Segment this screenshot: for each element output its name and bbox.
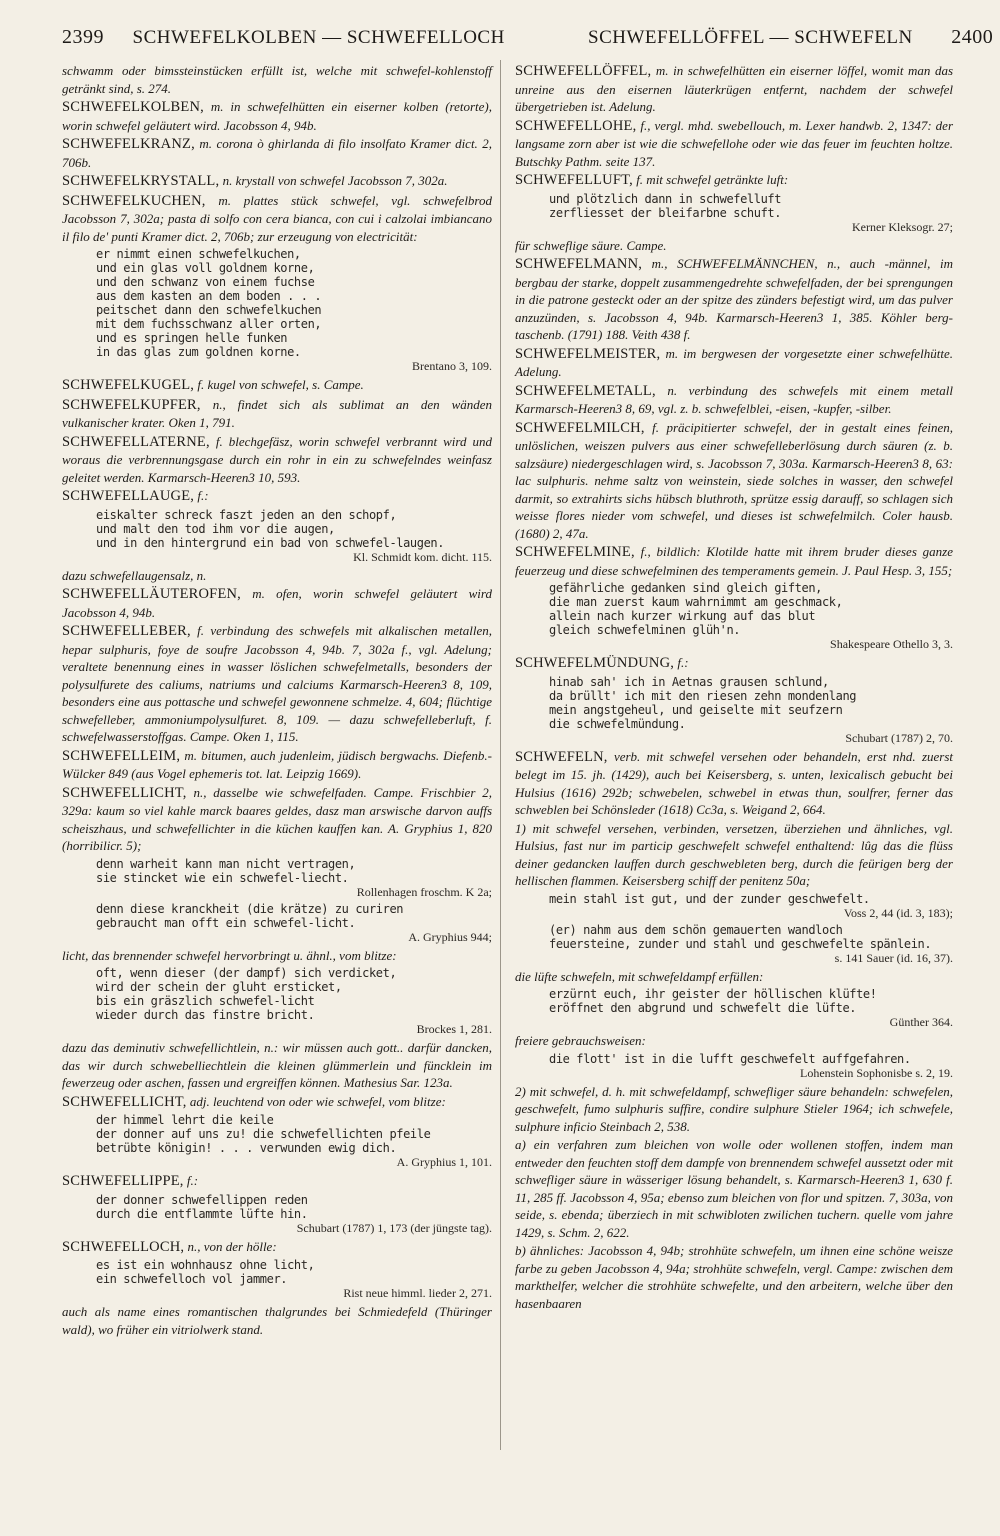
quotation-source: A. Gryphius 1, 101. [396,1155,492,1169]
quotation [549,892,953,920]
entry-text: n. verbindung des schwefels mit einem metall Karmarsch-Heeren3 8, 69, vgl. z. b. schwefelblei, -eisen, -kupfer, -silber. [515,382,953,416]
quotation-source: Lohenstein Sophonisbe s. 2, 19. [800,1065,953,1080]
quotation-text: eiskalter schreck faszt jeden an den schopf, und malt den tod ihm vor die augen, und in den hintergrund ein bad von schwefel-laugen. [96,507,445,550]
entry-text: freiere gebrauchsweisen: [515,1033,646,1048]
entry-text: m. corona ò ghirlanda di filo insolfato Kramer dict. 2, 706b. [62,136,493,170]
entry-headword: SCHWEFELLÖFFEL, [515,63,652,79]
entry-headword: SCHWEFELLAUGE, [62,488,195,504]
quotation-source: Rollenhagen froschm. K 2a; [356,884,492,899]
dictionary-entry [515,62,953,116]
dictionary-entry [515,654,953,673]
quotation-text: denn diese kranckheit (die krätze) zu curiren gebraucht man offt ein schwefel-licht. [96,901,404,930]
entry-text: f.: [677,655,689,670]
entry-text: m. plattes stück schwefel, vgl. schwefelbrod Jacobsson 7, 302a; pasta di solfo con cera bianca, con cui i calzolai imbiancano il filo de' punti Kramer dict. 2, 706b; zur erzeugung von electricität: [62,192,493,244]
dictionary-entry [62,192,492,246]
entry-text: n. krystall von schwefel Jacobsson 7, 302a. [222,173,448,188]
quotation-source: Rist neue himml. lieder 2, 271. [343,1286,492,1300]
entry-headword: SCHWEFELKRYSTALL, [62,173,220,189]
entry-headword: SCHWEFELLICHT, [62,1093,187,1110]
dictionary-entry [62,1303,492,1338]
quotation [96,247,492,373]
quotation [549,987,953,1029]
entry-headword: SCHWEFELLUFT, [515,172,633,188]
quotation [96,902,492,944]
dictionary-entry [62,1238,492,1257]
dictionary-entry [515,255,953,344]
entry-text: 2) mit schwefel, d. h. mit schwefeldampf, schwefliger säure behandeln: schwefelen, geschwefelt, fumo sulphuris suffire, condire sulphure Stieler 1964; ich schwefele, sulphure inficio Steinbach 2, 538. [515,1083,953,1134]
dictionary-entry [515,1083,953,1136]
entry-headword: SCHWEFELKUCHEN, [62,192,206,209]
entry-text: a) ein verfahren zum bleichen von wolle oder wollenen stoffen, indem man entweder den feuchten stoff dem dampfe von brennendem schwefel aussetzt oder mit schwefliger säure in wässeriger lösung behandelt, s. Karmarsch-Heeren3 1, 630 f. 11, 285 ff. Jacobsson 4, 95a; ebenso zum bleichen von flor und spitzen. 7, 303a, von seide, s. ebenda; überziech in mit schwibloten zwilichen tuchern. quelle vom jahre 1429, s. Schm. 2, 622. [515,1137,953,1240]
entry-text: f. verbindung des schwefels mit alkalischen metallen, hepar sulphuris, foye de soufre Jacobsson 4, 94b. 7, 302a f., vgl. Adelung; veraltete benennung eines in wasser löslichen schwefelmetalls, besonders der polysulfurete des caliums, natriums und calciums Karmarsch-Heeren3 8, 109, besonders eine aus pottasche und schwefel gewonnene schmelze. 4, 604; flüchtige schwefelleber, ammoniumpolysulfuret. 8, 109. — dazu schwefelleberluft, f. schwefelwasserstoffgas. Campe. Oken 1, 115. [62,623,492,744]
left-page-header [62,26,505,49]
entry-headword: SCHWEFELLEIM, [62,747,181,764]
entry-text: f.: [197,488,209,503]
entry-headword: SCHWEFELLICHT, [62,784,187,801]
quotation-source: Kl. Schmidt kom. dicht. 115. [353,549,492,564]
dictionary-entry [62,433,492,487]
entry-text: dazu schwefellaugensalz, n. [62,567,207,583]
entry-headword: SCHWEFELN, [515,748,608,765]
dictionary-entry [515,1032,953,1050]
entry-headword: SCHWEFELMINE, [515,544,635,560]
entry-text: f. kugel von schwefel, s. Campe. [197,377,364,392]
entry-text: licht, das brennender schwefel hervorbringt u. ähnl., vom blitze: [62,947,397,963]
quotation-source: A. Gryphius 944; [408,929,492,944]
entry-text: m., SCHWEFELMÄNNCHEN, n., auch -männel, im bergbau der starke, doppelt zusammengedrehte schwefelfaden, der bei sprengungen in die patrone gesteckt oder an der spitze des zünders befestigt wird, um das pulver anzuzünden, s. Jacobsson 4, 94b. Karmarsch-Heeren3 1, 385. Köhler berg-taschenb. (1791) 188. Veith 438 f. [515,256,953,342]
quotation [96,1193,492,1235]
entry-text: n., findet sich als sublimat an den wänden vulkanischer krater. Oken 1, 791. [62,396,493,430]
quotation-text: und plötzlich dann in schwefelluft zerfliesset der bleifarbne schuft. [549,191,782,220]
dictionary-entry [515,1136,953,1241]
quotation-source: s. 141 Sauer (id. 16, 37). [834,950,953,965]
dictionary-entry [515,237,953,255]
entry-text: m. in schwefelhütten ein eiserner kolben (retorte), worin schwefel geläutert wird. Jacobsson 4, 94b. [62,99,493,133]
quotation-source: Kerner Kleksogr. 27; [852,219,953,234]
dictionary-entry [62,622,492,746]
quotation-text: oft, wenn dieser (der dampf) sich verdicket, wird der schein der gluht ersticket, bis ein gräszlich schwefel-licht wieder durch das finstre bricht. [96,966,397,1022]
quotation-source: Shakespeare Othello 3, 3. [830,637,953,651]
entry-headword: SCHWEFELLOHE, [515,117,637,134]
dictionary-entry [62,172,492,191]
entry-text: f.: [186,1173,199,1188]
dictionary-entry [62,98,492,134]
entry-headword: SCHWEFELLÄUTEROFEN, [62,586,242,602]
entry-text: m. ofen, worin schwefel geläutert wird Jacobsson 4, 94b. [62,586,492,620]
entry-text: auch als name eines romantischen thalgrundes bei Schmiedefeld (Thüringer wald), wo früher ein vitriolwerk stand. [62,1304,492,1337]
quotation-text: erzürnt euch, ihr geister der höllischen klüfte! eröffnet den abgrund und schwefelt die lüfte. [549,987,877,1015]
dictionary-entry [515,968,953,986]
entry-text: die lüfte schwefeln, mit schwefeldampf erfüllen: [515,968,764,984]
entry-headword: SCHWEFELLOCH, [62,1238,185,1255]
entry-text: für schweflige säure. Campe. [515,237,667,253]
dictionary-entry [62,947,492,965]
left-running-title: SCHWEFELKOLBEN — SCHWEFELLOCH [132,27,505,48]
dictionary-entry [62,396,492,432]
quotation [549,581,953,651]
quotation-text: mein stahl ist gut, und der zunder geschwefelt. [549,891,870,906]
quotation-text: die flott' ist in die lufft geschwefelt auffgefahren. [549,1051,911,1066]
entry-headword: SCHWEFELLATERNE, [62,433,210,450]
right-page-number: 2400 [951,26,994,48]
dictionary-entry [62,747,492,783]
dictionary-entry [62,1039,492,1092]
entry-text: schwamm oder bimssteinstücken erfüllt ist, welche mit schwefel-kohlenstoff getränkt sind, s. 274. [62,63,492,96]
dictionary-entry [62,376,492,395]
quotation-text: es ist ein wohnhausz ohne licht, ein schwefelloch vol jammer. [96,1258,315,1286]
entry-headword: SCHWEFELMEISTER, [515,345,661,362]
entry-text: verb. mit schwefel versehen oder behandeln, erst nhd. zuerst belegt im 15. jh. (1429), auch bei Keisersberg, s. unten, lexicalisch gebucht bei Hulsius (1616) 292b; schwebelen, schwebel in etwas thun, soulfrer, ferner das schweblen bei Schönsleder (1618) Cc3a, s. Weigand 2, 664. [515,748,953,817]
dictionary-entry [515,382,953,418]
quotation-text: (er) nahm aus dem schön gemauerten wandloch feuersteine, zunder und stahl und geschwefelte spänlein. [549,922,932,951]
dictionary-entry [62,567,492,585]
quotation-source: Günther 364. [889,1015,953,1029]
quotation [96,1258,492,1300]
quotation-text: der himmel lehrt die keile der donner auf uns zu! die schwefellichten pfeile betrübte königin! . . . verwunden ewig dich. [96,1113,431,1155]
quotation-text: hinab sah' ich in Aetnas grausen schlund, da brüllt' ich mit den riesen zehn mondenlang mein angstgeheul, und geiselte mit seufzern die schwefelmündung. [549,674,857,731]
entry-headword: SCHWEFELKUGEL, [62,377,195,393]
entry-text: adj. leuchtend von oder wie schwefel, vom blitze: [189,1093,446,1109]
quotation-source: Brockes 1, 281. [416,1022,492,1036]
left-column [62,62,492,1339]
dictionary-entry [515,419,953,543]
quotation-text: der donner schwefellippen reden durch die entflammte lüfte hin. [96,1192,308,1221]
dictionary-entry [62,784,492,855]
quotation [96,857,492,899]
quotation [549,1052,953,1080]
entry-text: m. im bergwesen der vorgesetzte einer schwefelhütte. Adelung. [515,345,953,379]
quotation [549,192,953,234]
dictionary-entry [515,820,953,890]
entry-text: f. mit schwefel getränkte luft: [636,172,789,187]
quotation [549,923,953,965]
entry-headword: SCHWEFELMILCH, [515,419,645,436]
entry-headword: SCHWEFELKOLBEN, [62,99,204,115]
quotation-source: Schubart (1787) 1, 173 (der jüngste tag). [296,1220,492,1235]
quotation [96,508,492,564]
quotation-source: Brentano 3, 109. [412,359,492,373]
entry-headword: SCHWEFELMANN, [515,256,643,272]
entry-text: b) ähnliches: Jacobsson 4, 94b; strohhüte schwefeln, um ihnen eine schöne weisze farbe zu geben Jacobsson 4, 94a; strohhüte schwefeln, vergl. Campe: zwischen dem markthelfer, welcher die strohhüte schwefelte, und den arbeitern, welche über den hasenbaaren [515,1243,953,1311]
entry-text: 1) mit schwefel versehen, verbinden, versetzen, überziehen und ähnliches, vgl. Hulsius, fast nur im particip geschwefelt schwefel enthaltend: lûg das die flüss deiner gedancken lauffen durch geschwebleten berg, durch die feürigen berg der hellischen flammen. Keisersberg schiff der penitenz 50a; [515,820,953,888]
right-page-header [588,26,993,49]
entry-headword: SCHWEFELMÜNDUNG, [515,655,675,671]
entry-text: f., vergl. mhd. swebellouch, m. Lexer handwb. 2, 1347: der langsame zorn aber ist wie die schwefellohe oder wie das feuer im feuchten holtze. Butschky Pathm. seite 137. [515,117,954,169]
quotation [96,1113,492,1169]
quotation-source: Schubart (1787) 2, 70. [845,730,953,745]
dictionary-entry [515,1242,953,1312]
dictionary-entry [515,543,953,579]
entry-text: f. blechgefäsz, worin schwefel verbrannt wird und woraus die verbrennungsgase durch ein rohr in ein zu schwefelndes weinfasz geleitet werden. Karmarsch-Heeren3 10, 593. [62,433,493,485]
entry-text: m. in schwefelhütten ein eiserner löffel, womit man das unreine aus den eisernen läuterkrügen entfernt, nachdem der schwefel übergetrieben ist. Adelung. [515,63,954,114]
entry-headword: SCHWEFELKUPFER, [62,396,201,413]
dictionary-entry [62,1093,492,1112]
dictionary-entry [62,487,492,506]
left-page-number: 2399 [62,26,104,48]
dictionary-entry [62,585,492,621]
entry-text: dazu das deminutiv schwefellichtlein, n.: wir müssen auch gott.. darfür dancken, das wir durch schwebelliechtlein die kleinen glümmerlein und füncklein im fewerzeug oder aschen, fassen und ergreiffen können. Mathesius Sar. 123a. [62,1040,492,1090]
quotation [549,675,953,745]
dictionary-entry [62,135,492,171]
quotation-text: gefährliche gedanken sind gleich giften, die man zuerst kaum wahrnimmt am geschmack, allein nach kurzer wirkung auf das blut gleich schwefelminen glüh'n. [549,581,843,637]
entry-text: f., bildlich: Klotilde hatte mit ihrem bruder dieses ganze feuerzeug und diese schwefelminen des temperaments gemein. J. Paul Hesp. 3, 155; [515,544,953,578]
right-running-title: SCHWEFELLÖFFEL — SCHWEFELN [588,27,913,48]
entry-text: m. bitumen, auch judenleim, jüdisch bergwachs. Diefenb.-Wülcker 849 (aus Vogel ephemeris tot. lat. Leipzig 1669). [62,747,492,781]
entry-text: n., von der hölle: [187,1238,277,1254]
quotation [96,966,492,1036]
dictionary-entry [515,171,953,190]
column-divider [500,60,501,1450]
entry-headword: SCHWEFELLEBER, [62,623,191,639]
dictionary-entry [515,117,953,171]
dictionary-entry [515,748,953,819]
entry-text: f. präcipitierter schwefel, der in gestalt eines feinen, unlöslichen, weiszen pulvers aus einer schwefelleberlösung durch säuren (z. b. salzsäure) niedergeschlagen wird, s. Jacobsson 7, 303a. Karmarsch-Heeren3 8, 63: lac sulphuris. nehme saltz von weinstein, siede solches in wasser, den schwefel darmit, so extrahirts sichs hübsch bluthroth, sprütze essig darauff, so schlagen sich weisse flores nieder vom schwefel, und dieses ist schwefelmilch. Coler hausb. (1680) 2, 47a. [515,419,953,541]
entry-headword: SCHWEFELMETALL, [515,382,656,399]
quotation-source: Voss 2, 44 (id. 3, 183); [843,905,953,920]
entry-text: n., dasselbe wie schwefelfaden. Campe. Frischbier 2, 329a: kaum so viel kahle marck baares geldes, dasz man arswische darvon auffs scheiszhaus, und schwefellichter in die küchen kauffen kan. A. Gryphius 1, 820 (horribilicr. 5); [62,784,492,853]
quotation-text: er nimmt einen schwefelkuchen, und ein glas voll goldnem korne, und den schwanz von einem fuchse aus dem kasten an dem boden . . . peitschet dann den schwefelkuchen mit dem fuchsschwanz aller orten, und es springen helle funken in das glas zum goldnen korne. [96,247,322,359]
right-column [515,62,953,1313]
entry-headword: SCHWEFELLIPPE, [62,1173,184,1189]
quotation-text: denn warheit kann man nicht vertragen, sie stincket wie ein schwefel-liecht. [96,856,356,885]
dictionary-entry [515,345,953,381]
dictionary-entry [62,1172,492,1191]
dictionary-entry [62,62,492,97]
entry-headword: SCHWEFELKRANZ, [62,136,195,152]
